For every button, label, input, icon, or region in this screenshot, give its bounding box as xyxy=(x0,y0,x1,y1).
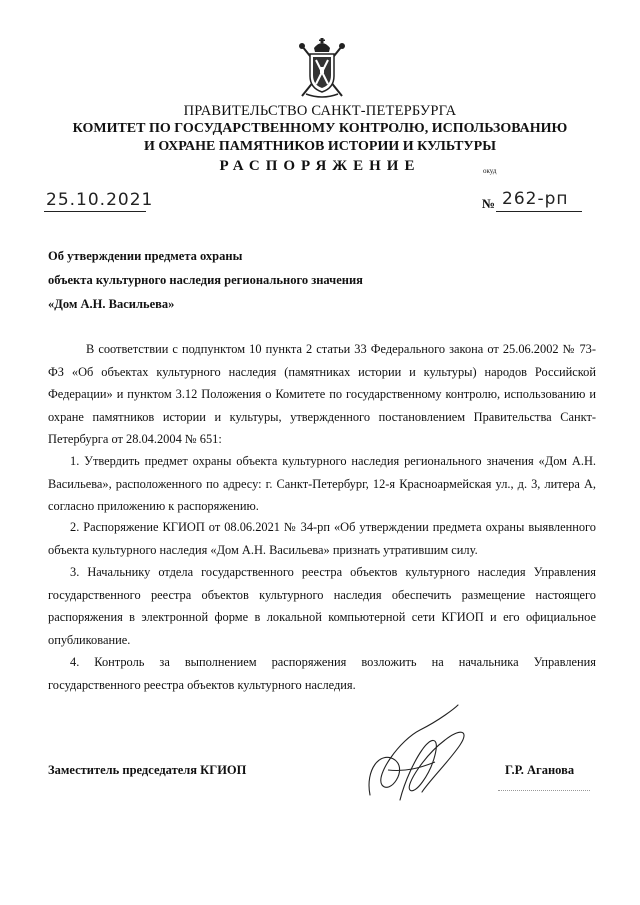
subject-line-1: Об утверждении предмета охраны xyxy=(48,249,243,263)
committee-title-line-2: И ОХРАНЕ ПАМЯТНИКОВ ИСТОРИИ И КУЛЬТУРЫ xyxy=(144,139,496,154)
document-type-title: РАСПОРЯЖЕНИЕ xyxy=(219,158,421,174)
item-3-paragraph: 3. Начальнику отдела государственного реестра объектов культурного наследия Управления государственного реестра объектов культурного наследия обеспечить размещение настоящего распоряжения в электронной форме в локальной компьютерной сети КГИОП и его официальное опубликование. xyxy=(48,565,596,647)
item-2-paragraph: 2. Распоряжение КГИОП от 08.06.2021 № 34-рп «Об утверждении предмета охраны выявленного объекта культурного наследия «Дом А.Н. Васильева» признать утратившим силу. xyxy=(48,520,596,557)
number-sign: № xyxy=(482,196,496,211)
item-1-paragraph: 1. Утвердить предмет охраны объекта культурного наследия регионального значения «Дом А.Н. Васильева», расположенного по адресу: г. Санкт-Петербург, 12-я Красноармейская ул., д. 3, литера А, согласно приложению к распоряжению. xyxy=(48,454,596,513)
coat-of-arms-icon xyxy=(296,38,348,100)
document-number: 262-рп xyxy=(502,189,569,209)
okud-label: окуд xyxy=(483,167,497,175)
item-4-paragraph: 4. Контроль за выполнением распоряжения возложить на начальника Управления государственного реестра объектов культурного наследия. xyxy=(48,655,596,692)
preamble-paragraph: В соответствии с подпунктом 10 пункта 2 статьи 33 Федерального закона от 25.06.2002 № 73-ФЗ «Об объектах культурного наследия (памятниках истории и культуры) народов Российской Федерации» и пунктом 3.12 Положения о Комитете по государственному контролю, использованию и охране памятников истории и культуры, утвержденного постановлением Правительства Санкт-Петербурга от 28.04.2004 № 651: xyxy=(48,342,596,446)
subject-line-3: «Дом А.Н. Васильева» xyxy=(48,297,175,311)
signatory-position: Заместитель председателя КГИОП xyxy=(48,763,247,777)
handwritten-signature-icon xyxy=(360,700,490,810)
government-title: ПРАВИТЕЛЬСТВО САНКТ-ПЕТЕРБУРГА xyxy=(183,103,457,119)
signatory-name: Г.Р. Аганова xyxy=(505,763,575,777)
date-underline xyxy=(44,211,146,212)
number-underline xyxy=(496,211,582,212)
signature-dotted-line xyxy=(498,790,590,791)
committee-title-line-1: КОМИТЕТ ПО ГОСУДАРСТВЕННОМУ КОНТРОЛЮ, ИСПОЛЬЗОВАНИЮ xyxy=(72,121,568,136)
subject-line-2: объекта культурного наследия регионального значения xyxy=(48,273,363,287)
document-date: 25.10.2021 xyxy=(46,190,154,210)
